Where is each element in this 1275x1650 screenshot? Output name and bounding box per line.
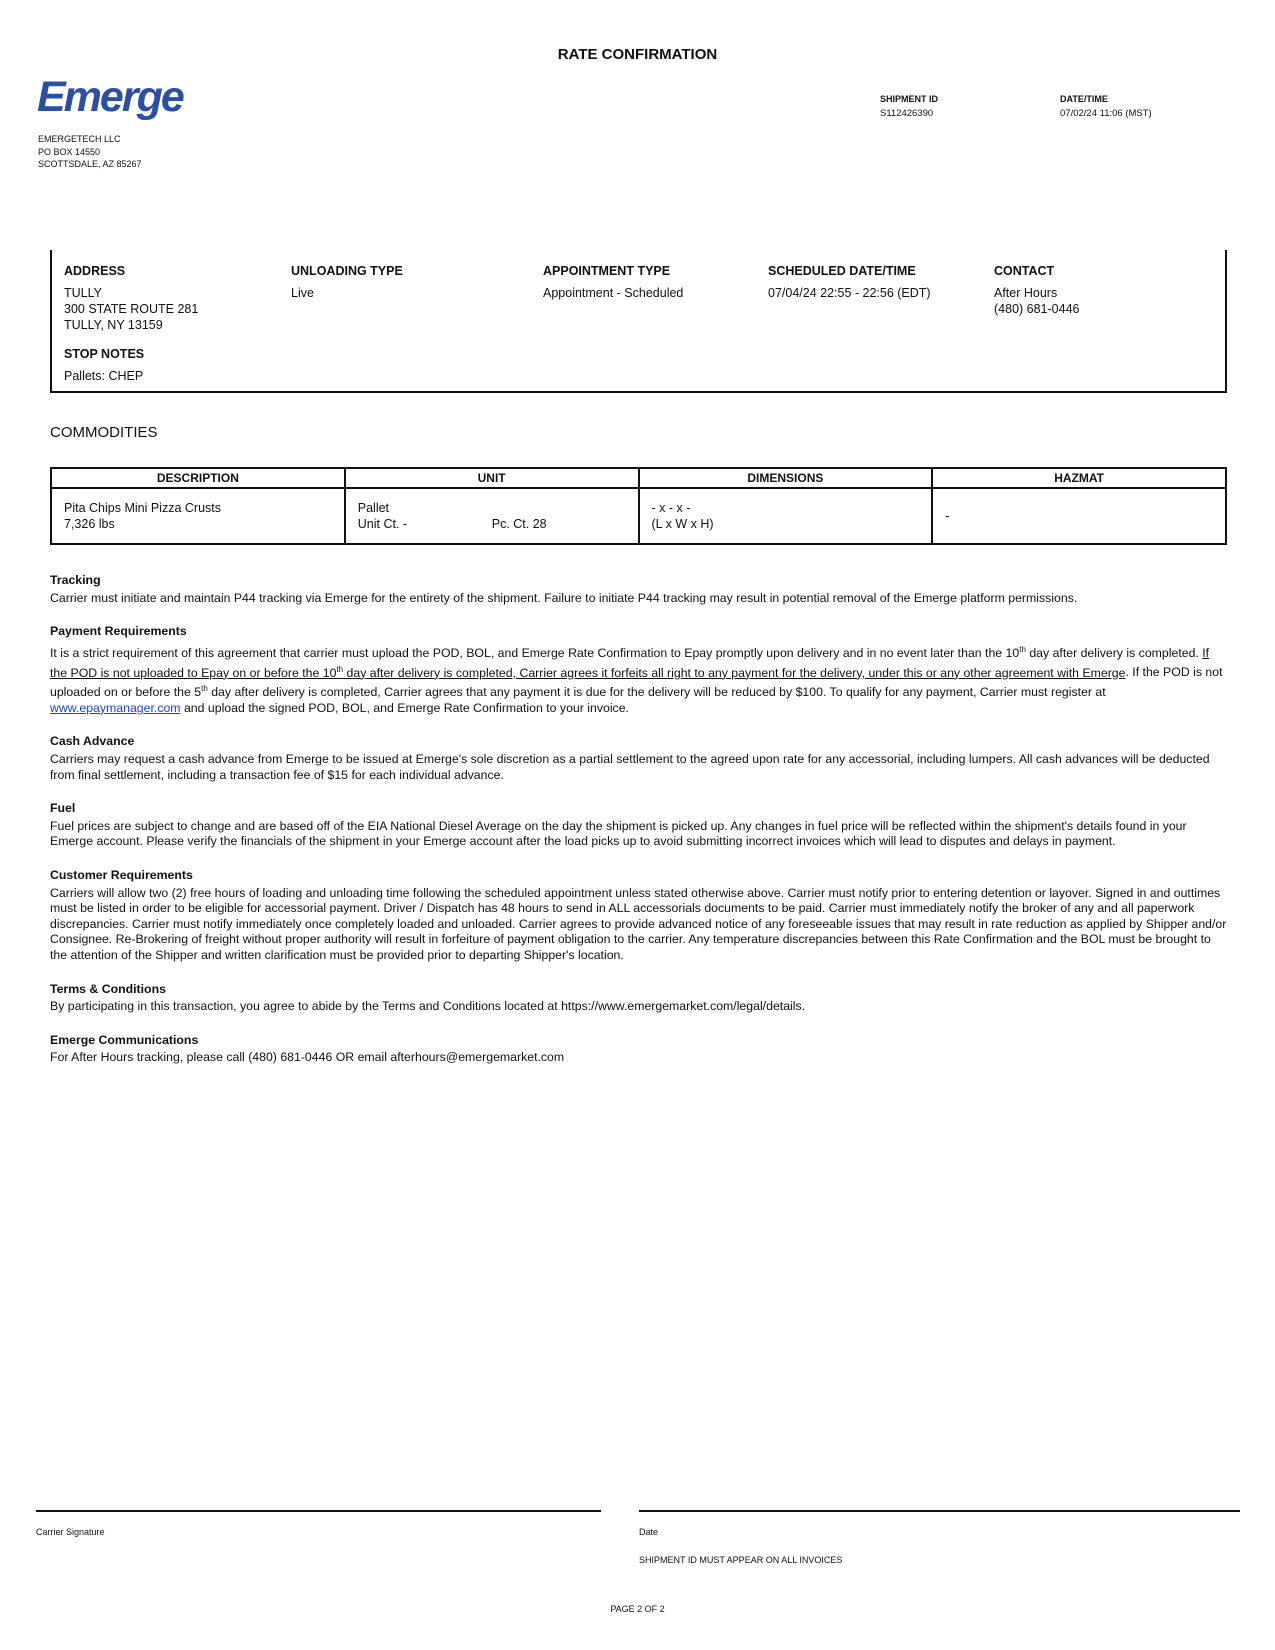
cash-advance-heading: Cash Advance: [50, 734, 135, 749]
address-line2: TULLY, NY 13159: [64, 318, 163, 332]
commodities-table: [50, 467, 1227, 545]
shipment-id-block: [880, 94, 938, 119]
stop-notes: [64, 347, 144, 384]
payment-heading: Payment Requirements: [50, 624, 187, 639]
datetime-block: [1060, 94, 1152, 119]
customer-requirements-text: Carriers will allow two (2) free hours of loading and unloading time following the scheduled appointment unless stated otherwise above. Carrier must notify prior to entering detention or layover. Signed in and outtimes must be listed in order to be eligible for accessorial payment. Driver / Dispatch has 48 hours to send in ALL accessorials documents to be paid. Carrier must immediately notify the broker of any and all paperwork discrepancies. Carrier must notify immediately once completely loaded and unloaded. Carrier agrees to provide advanced notice of any foreseeable issues that may result in rate reduction as applied by Shipper and/or Consignee. Re-Brokering of freight without proper authority will result in forfeiture of payment obligation to the carrier. Any temperature discrepancies between this Rate Confirmation and the BOL must be brought to the attention of the Shipper and written clarification must be provided prior to departing Shipper's location.: [50, 885, 1227, 962]
scheduled-value: 07/04/24 22:55 - 22:56 (EDT): [768, 286, 931, 300]
unloading-type-label: UNLOADING TYPE: [291, 264, 403, 278]
appointment-type-value: Appointment - Scheduled: [543, 286, 684, 300]
dimensions-cell: [639, 488, 933, 544]
fuel-heading: Fuel: [50, 801, 76, 816]
page-number: PAGE 2 OF 2: [610, 1604, 665, 1614]
contact-name: After Hours: [994, 286, 1058, 300]
commodities-title: COMMODITIES: [50, 424, 158, 441]
description-cell: [51, 488, 345, 544]
stop-notes-label: STOP NOTES: [64, 347, 145, 361]
contact-label: CONTACT: [994, 264, 1055, 278]
terms-conditions-text: By participating in this transaction, you agree to abide by the Terms and Conditions located at https://www.emergemarket.com/legal/details.: [50, 999, 806, 1014]
communications-heading: Emerge Communications: [50, 1032, 199, 1047]
epaymanager-link[interactable]: www.epaymanager.com: [50, 700, 181, 715]
unloading-column: [291, 264, 403, 301]
emerge-logo: Emerge: [37, 73, 183, 121]
cash-advance-text: Carriers may request a cash advance from Emerge to be issued at Emerge's sole discretion as a partial settlement to the agreed upon rate for any accessorial, including lumpers. All cash advances will be deducted from final settlement, including a transaction fee of $15 for each individual advance.: [50, 752, 1210, 782]
appointment-type-label: APPOINTMENT TYPE: [543, 264, 671, 278]
header-hazmat: HAZMAT: [932, 468, 1226, 488]
contact-column: [994, 264, 1079, 317]
dimensions-note: (L x W x H): [651, 517, 714, 531]
company-address-line2: SCOTTSDALE, AZ 85267: [38, 159, 142, 169]
stop-notes-value: Pallets: CHEP: [64, 369, 144, 383]
weight-value: 7,326 lbs: [64, 517, 115, 531]
dimensions-value: - x - x -: [651, 501, 691, 515]
datetime-value: 07/02/24 11:06 (MST): [1060, 108, 1152, 119]
address-name: TULLY: [64, 286, 102, 300]
terms-conditions-heading: Terms & Conditions: [50, 981, 166, 996]
company-address-line1: PO BOX 14550: [38, 146, 101, 157]
document-title: RATE CONFIRMATION: [557, 46, 718, 63]
tracking-text: Carrier must initiate and maintain P44 tracking via Emerge for the entirety of the shipment. Failure to initiate P44 tracking may result in potential removal of the Emerge platform permissions.: [50, 590, 1078, 605]
tracking-heading: Tracking: [50, 573, 101, 587]
stop-details-box: [50, 250, 1227, 393]
invoice-notice: SHIPMENT ID MUST APPEAR ON ALL INVOICES: [639, 1555, 843, 1565]
scheduled-label: SCHEDULED DATE/TIME: [768, 264, 916, 278]
address-line1: 300 STATE ROUTE 281: [64, 302, 199, 316]
company-name: EMERGETECH LLC: [38, 134, 121, 144]
header-unit: UNIT: [345, 468, 639, 488]
payment-text: It is a strict requirement of this agreement that carrier must upload the POD, BOL, and Emerge Rate Confirmation to Epay promptly upon delivery and in no event later than the 10th day after delivery is completed. If the POD is not uploaded to Epay on or before the 10th day after delivery is completed, Carrier agrees it forfeits all right to any payment for the delivery, under this or any other agreement with Emerge. If the POD is not uploaded on or before the 5th day after delivery is completed, Carrier agrees that any payment it is due for the delivery will be reduced by $100. To qualify for any payment, Carrier must register at www.epaymanager.com and upload the signed POD, BOL, and Emerge Rate Confirmation to your invoice.: [50, 644, 1223, 715]
contact-phone: (480) 681-0446: [994, 302, 1080, 316]
terms-section: [50, 573, 1227, 1066]
address-column: [64, 264, 198, 333]
description-value: Pita Chips Mini Pizza Crusts: [64, 501, 221, 515]
carrier-signature-line: [36, 1510, 601, 1512]
hazmat-value: -: [945, 509, 950, 523]
company-address: [38, 133, 142, 171]
unloading-type-value: Live: [291, 286, 314, 300]
header-dimensions: DIMENSIONS: [639, 468, 933, 488]
table-header-row: [51, 468, 1226, 488]
date-label: Date: [639, 1527, 659, 1537]
shipment-id-label: SHIPMENT ID: [880, 94, 939, 104]
fuel-text: Fuel prices are subject to change and are based off of the EIA National Diesel Average on the day the shipment is picked up. Any changes in fuel price will be reflected within the shipment's details found in your Emerge account. Please verify the financials of the shipment in your Emerge account after the load picks up to avoid submitting incorrect invoices which will lead to disputes and delays in payment.: [50, 818, 1187, 849]
communications-text: For After Hours tracking, please call (480) 681-0446 OR email afterhours@emergemarket.com: [50, 1050, 565, 1065]
scheduled-column: [768, 264, 931, 301]
unit-cell: [345, 488, 639, 544]
unit-count: Unit Ct. -: [357, 517, 408, 531]
appointment-column: [543, 264, 683, 301]
customer-requirements-heading: Customer Requirements: [50, 868, 193, 882]
table-row: [51, 488, 1226, 544]
hazmat-cell: [932, 488, 1226, 544]
carrier-signature-label: Carrier Signature: [36, 1527, 105, 1537]
datetime-label: DATE/TIME: [1060, 94, 1108, 104]
date-line: [639, 1510, 1240, 1512]
shipment-id-value: S112426390: [880, 108, 934, 119]
header-description: DESCRIPTION: [51, 468, 345, 488]
piece-count: Pc. Ct. 28: [491, 517, 547, 531]
unit-value: Pallet: [357, 501, 390, 515]
address-label: ADDRESS: [64, 264, 126, 278]
